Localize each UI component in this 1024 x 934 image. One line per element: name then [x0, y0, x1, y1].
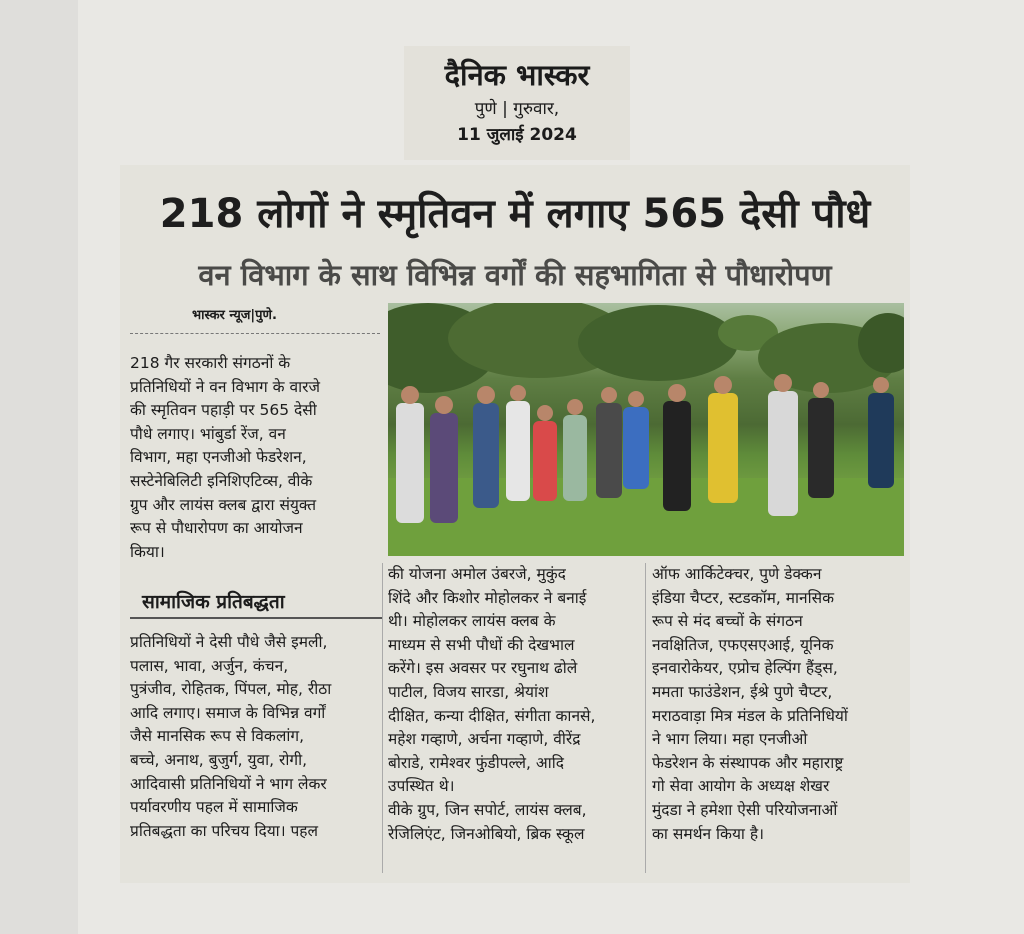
text-line: विभाग, महा एनजीओ फेडरेशन,: [130, 448, 307, 467]
newspaper-name: दैनिक भास्कर: [444, 58, 590, 92]
edition-date: 11 जुलाई 2024: [457, 125, 577, 145]
text-line: पाटील, विजय सारडा, श्रेयांश: [388, 682, 549, 701]
intro-paragraph: [130, 352, 382, 564]
text-line: का समर्थन किया है।: [652, 824, 764, 843]
text-line: गो सेवा आयोग के अध्यक्ष शेखर: [652, 777, 830, 796]
text-line: आदिवासी प्रतिनिधियों ने भाग लेकर: [130, 774, 327, 793]
text-line: रूप से पौधारोपण का आयोजन: [130, 519, 303, 538]
text-line: नवक्षितिज, एफएसएआई, यूनिक: [652, 635, 834, 654]
text-line: इनवारोकेयर, एप्रोच हेल्पिंग हैंड्स,: [652, 659, 838, 678]
text-line: मराठवाड़ा मित्र मंडल के प्रतिनिधियों: [652, 706, 848, 725]
text-line: वीके ग्रुप, जिन सपोर्ट, लायंस क्लब,: [388, 800, 587, 819]
text-line: रेजिलिएंट, जिनओबियो, ब्रिक स्कूल: [388, 824, 585, 843]
text-line: आदि लगाए। समाज के विभिन्न वर्गों: [130, 703, 326, 722]
column-3-text: [652, 563, 904, 846]
text-line: प्रतिबद्धता का परिचय दिया। पहल: [130, 821, 319, 840]
text-line: प्रतिनिधियों ने वन विभाग के वारजे: [130, 377, 320, 396]
text-line: शिंदे और किशोर मोहोलकर ने बनाई: [388, 588, 587, 607]
text-line: ग्रुप और लायंस क्लब द्वारा संयुक्त: [130, 495, 317, 514]
text-line: बोराडे, रामेश्वर फुंडीपल्ले, आदि: [388, 753, 564, 772]
article-byline: भास्कर न्यूज|पुणे.: [192, 308, 277, 323]
newspaper-masthead: [404, 46, 630, 160]
edition-city-day: पुणे | गुरुवार,: [474, 99, 560, 119]
section-divider: [130, 617, 382, 619]
text-line: बच्चे, अनाथ, बुजुर्ग, युवा, रोगी,: [130, 750, 308, 769]
text-line: करेंगे। इस अवसर पर रघुनाथ ढोले: [388, 659, 578, 678]
text-line: प्रतिनिधियों ने देसी पौधे जैसे इमली,: [130, 633, 328, 651]
text-line: इंडिया चैप्टर, स्टडकॉम, मानसिक: [652, 588, 835, 607]
text-line: ने भाग लिया। महा एनजीओ: [652, 730, 808, 749]
text-line: किया।: [130, 542, 165, 561]
column-divider: [645, 563, 646, 873]
article-headline: 218 लोगों ने स्मृतिवन में लगाए 565 देसी पौधे: [159, 191, 871, 237]
byline-divider: [130, 333, 380, 334]
text-line: पुत्रंजीव, रोहितक, पिंपल, मोह, रीठा: [130, 680, 332, 699]
text-line: रूप से मंद बच्चों के संगठन: [652, 612, 803, 631]
text-line: उपस्थित थे।: [388, 777, 455, 796]
text-line: पौधे लगाए। भांबुर्डा रेंज, वन: [130, 424, 286, 443]
group-photo: [388, 303, 904, 556]
text-line: थी। मोहोलकर लायंस क्लब के: [388, 612, 556, 631]
text-line: सस्टेनेबिलिटी इनिशिएटिव्स, वीके: [130, 471, 313, 490]
column-2-text: [388, 563, 636, 846]
text-line: 218 गैर सरकारी संगठनों के: [130, 354, 291, 372]
background-left: [0, 0, 78, 934]
tree-canopy: [388, 303, 904, 393]
news-clipping: [120, 165, 910, 883]
section-title: सामाजिक प्रतिबद्धता: [142, 591, 285, 613]
article-subheadline: वन विभाग के साथ विभिन्न वर्गों की सहभागिता से पौधारोपण: [198, 258, 832, 292]
text-line: फेडरेशन के संस्थापक और महाराष्ट्र: [652, 753, 844, 772]
text-line: ऑफ आर्किटेक्चर, पुणे डेक्कन: [652, 565, 822, 583]
column-1-text: [130, 631, 382, 843]
text-line: दीक्षित, कन्या दीक्षित, संगीता कानसे,: [388, 706, 596, 725]
text-line: ममता फाउंडेशन, ईश्रे पुणे चैप्टर,: [652, 682, 833, 701]
text-line: माध्यम से सभी पौधों की देखभाल: [388, 635, 575, 654]
text-line: की स्मृतिवन पहाड़ी पर 565 देसी: [130, 401, 317, 420]
text-line: की योजना अमोल उंबरजे, मुकुंद: [388, 565, 566, 583]
text-line: मुंदडा ने हमेशा ऐसी परियोजनाओं: [652, 800, 838, 819]
column-divider: [382, 563, 383, 873]
text-line: पलास, भावा, अर्जुन, कंचन,: [130, 656, 289, 675]
text-line: जैसे मानसिक रूप से विकलांग,: [130, 727, 305, 746]
text-line: महेश गव्हाणे, अर्चना गव्हाणे, वीरेंद्र: [388, 730, 581, 749]
text-line: पर्यावरणीय पहल में सामाजिक: [130, 798, 298, 817]
